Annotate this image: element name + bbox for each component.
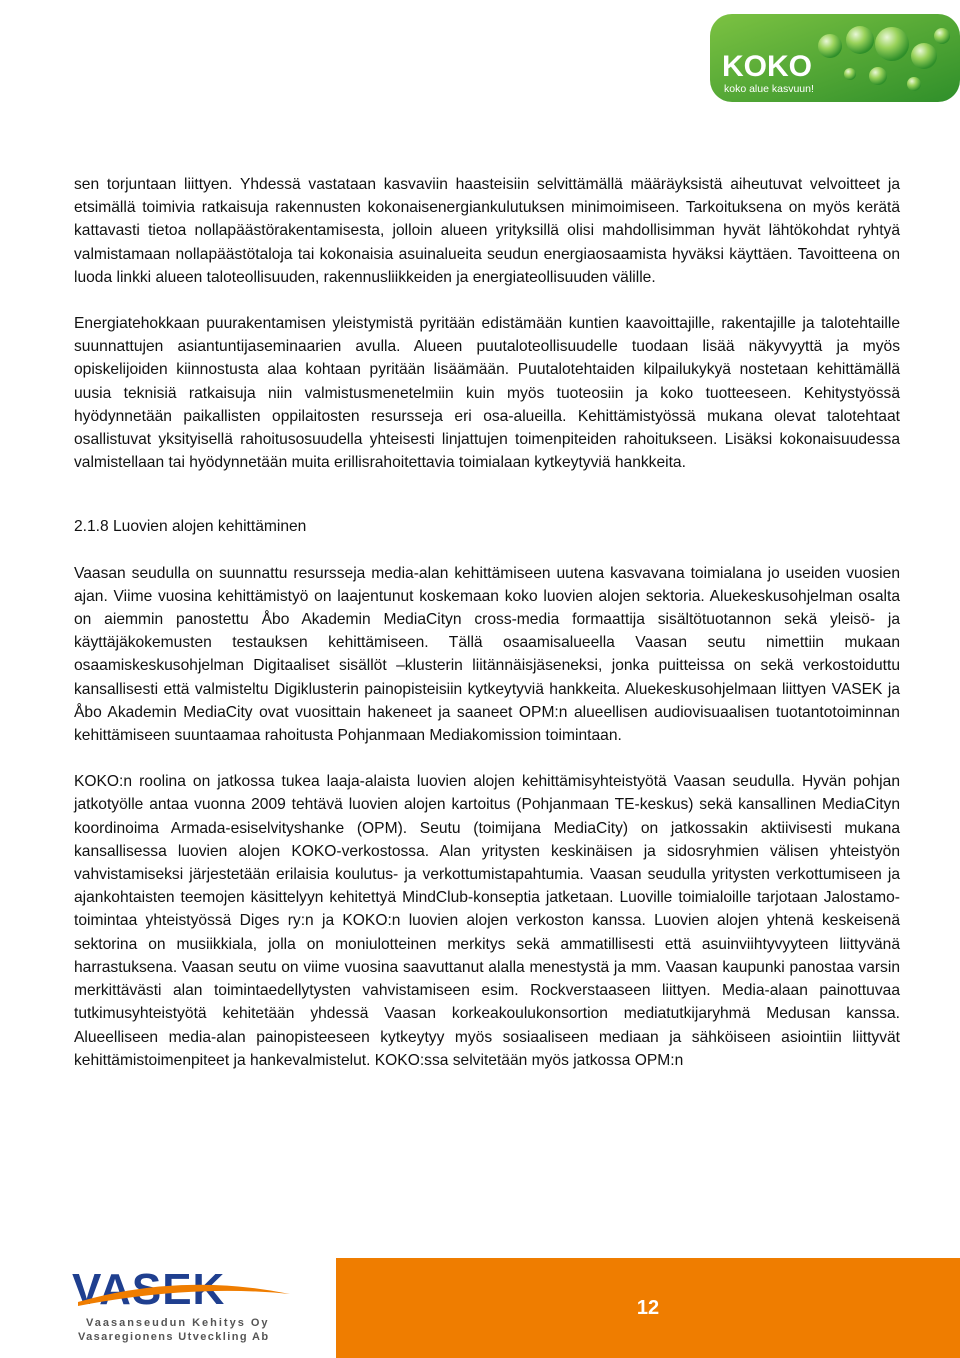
- document-body: [74, 173, 900, 1095]
- paragraph: KOKO:n roolina on jatkossa tukea laaja-alaista luovien alojen kehittämisyhteistyötä Vaasan seudulla. Hyvän pohjan jatkotyölle antaa vuonna 2009 tehtävä luovien alojen kartoitus (Pohjanmaan TE-keskus) sekä kansallinen MediaCityn koordinoima Armada-esiselvityshanke (OPM). Seutu (toimijana MediaCity) on jatkossakin aktiivisesti mukana kansallisessa luovien alojen KOKO-verkostossa. Alan yritysten keskinäisen ja sidosryhmien välisen yhteistyön vahvistamiseksi järjestetään erilaisia koulutus- ja verkottumistapahtumia. Vaasan seudulla yritysten verkottumiseen ja ajankohtaisten teemojen käsittelyyn kehitettyä MindClub-konseptia jatketaan. Luoville toimialoille tarjotaan Jalostamo-toimintaa yhteistyössä Diges ry:n ja KOKO:n luovien alojen verkoston kanssa. Luovien alojen yhtenä keskeisenä sektorina on musiikkiala, jolla on moniulotteinen merkitys sekä ammatillisesti että asuinviihtyvyyteen liittyvänä harrastuksena. Vaasan seutu on viime vuosina saavuttanut alalla menestystä ja mm. Vaasan kaupunki panostaa varsin merkittävästi alan toimintaedellytysten vahvistamiseen esim. Rockverstaaseen liittyen. Media-alaan painottuvaa tutkimusyhteistyötä kehitetään yhdessä Vaasan korkeakoulukonsortion mediatutkijaryhmä Medusan kanssa. Alueelliseen media-alan painopisteeseen kytkeytyy myös sosiaaliseen mediaan ja sähköiseen asiointiin liittyvät kehittämistoimenpiteet ja hankevalmistelut. KOKO:ssa selvitetään myös jatkossa OPM:n: [74, 773, 900, 1069]
- paragraph: sen torjuntaan liittyen. Yhdessä vastataan kasvaviin haasteisiin selvittämällä määräyksistä aiheutuvat velvoitteet ja etsimällä toimivia ratkaisuja rakennusten kokonaisenergiankulutuksen minimoimiseen. Tarkoituksena on myös kerätä kattavasti tietoa nollapäästörakentamisesta, jolloin alueen yrityksillä olisi mahdollisimman hyvät lähtökohdat ryhtyä valmistamaan nollapäästötaloja tai kokonaisia asuinalueita seudun energiaosaamista hyväksi käyttäen. Tavoitteena on luoda linkki alueen taloteollisuuden, rakennusliikkeiden ja energiateollisuuden välille.: [74, 176, 900, 286]
- vasek-logo-line1: Vaasanseudun Kehitys Oy: [86, 1317, 270, 1329]
- page-number-box: [336, 1258, 960, 1358]
- page-footer: [0, 1248, 960, 1358]
- paragraph: Vaasan seudulla on suunnattu resursseja media-alan kehittämiseen uutena kasvavana toimialana jo useiden vuosien ajan. Viime vuosina kehittämistyö on laajentunut koskemaan koko luovien alojen sektoria. Aluekeskusohjelman osalta on aiemmin panostettu Åbo Akademin MediaCityn cross-media formaattija sisältötuotannon sekä yleisö- ja käyttäjäkokemusten testauksen kehittämiseen. Tällä osaamisalueella Vaasan seutu nimettiin mukaan osaamiskeskusohjelman Digitaaliset sisällöt –klusterin liitännäisjäseneksi, jonka puitteissa on sekä verkostoiduttu kansallisesti että valmisteltu Digiklusterin painopisteisiin kytkeytyviä hankkeita. Aluekeskusohjelmaan liittyen VASEK ja Åbo Akademin MediaCity ovat vuosittain hakeneet ja saaneet OPM:n alueellisen audiovisuaalisen tuotantotoiminnan kehittämiseen suuntaamaa rahoitusta Pohjanmaan Mediakomission toimintaan.: [74, 564, 900, 745]
- paragraph: Energiatehokkaan puurakentamisen yleistymistä pyritään edistämään kuntien kaavoittajille, rakentajille ja talotehtaille suunnattujen asiantuntijaseminaarien avulla. Alueen puutaloteollisuudelle tuodaan lisää näkyvyyttä ja myös opiskelijoiden kiinnostusta alaa kohtaan pyritään lisäämään. Puutalotehtaiden kilpailukykyä nostetaan kehittämällä uusia teknisiä ratkaisuja niin valmistusmenetelmiin kuin myös tuoteosiin ja koko tuotteeseen. Kehitystyössä hyödynnetään paikallisten oppilaitosten resursseja eri osa-alueilla. Kehittämistyössä mukana olevat talotehtaat osallistuvat yksityisellä rahoitusosuudella yhteisesti linjattujen toimenpiteiden rahoitukseen. Lisäksi kokonaisuudessa valmistellaan tai hyödynnetään muita erillisrahoitettavia toimialaan kytkeytyviä hankkeita.: [74, 315, 900, 472]
- section-heading: 2.1.8 Luovien alojen kehittäminen: [74, 518, 307, 536]
- koko-logo-name: KOKO: [722, 50, 812, 83]
- vasek-logo-name: VASEK: [72, 1265, 226, 1314]
- page-number: 12: [636, 1296, 660, 1319]
- koko-logo: [710, 14, 960, 102]
- vasek-logo: [72, 1264, 302, 1344]
- vasek-logo-line2: Vasaregionens Utveckling Ab: [78, 1331, 270, 1343]
- koko-logo-tagline: koko alue kasvuun!: [724, 83, 814, 95]
